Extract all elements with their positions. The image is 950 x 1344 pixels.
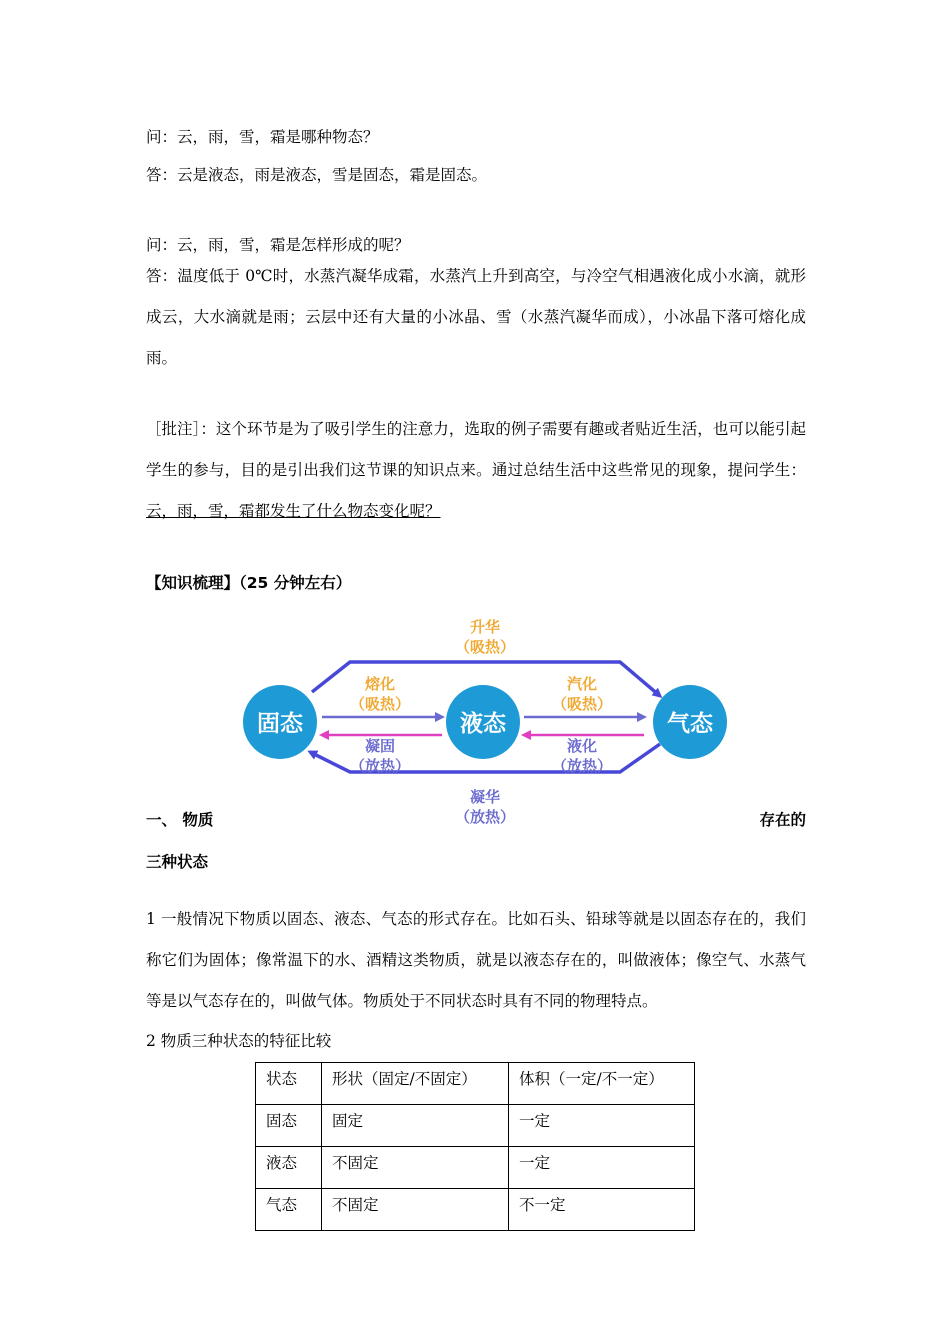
note-text: ［批注］：这个环节是为了吸引学生的注意力，选取的例子需要有趣或者贴近生活，也可以能引起学生的参与，目的是引出我们这节课的知识点来。通过总结生活中这些常见的现象，提问学生： [146, 420, 806, 479]
note-question: 云，雨，雪，霜都发生了什么物态变化呢？ [146, 502, 441, 520]
answer-1: 答：云是液态，雨是液态，雪是固态，霜是固态。 [146, 166, 488, 184]
table-cell: 不一定 [509, 1189, 695, 1231]
vaporization-heat: （吸热） [551, 695, 613, 713]
liquefaction-heat: （放热） [551, 757, 613, 775]
subheading-right: 存在的 [759, 811, 806, 829]
sublimation-heat: （吸热） [454, 638, 516, 656]
table-header-cell: 形状（固定/不固定） [322, 1063, 509, 1105]
vaporization-label: 汽化 [566, 675, 598, 693]
sublimation-label: 升华 [469, 618, 501, 636]
section-heading: 【知识梳理】（25 分钟左右） [146, 574, 352, 592]
liquid-state-label: 液态 [460, 711, 506, 737]
deposition-label: 凝华 [469, 788, 501, 806]
melting-heat: （吸热） [349, 695, 411, 713]
table-header-cell: 体积（一定/不一定） [509, 1063, 695, 1105]
table-cell: 不固定 [322, 1189, 509, 1231]
table-cell: 固态 [256, 1105, 322, 1147]
question-1: 问：云，雨，雪，霜是哪种物态？ [146, 128, 379, 146]
gas-state-label: 气态 [667, 711, 713, 737]
subheading-line2: 三种状态 [146, 853, 209, 871]
solid-state-label: 固态 [257, 711, 303, 737]
table-header-row [256, 1063, 695, 1105]
state-change-diagram [240, 608, 730, 830]
freezing-heat: （放热） [349, 757, 411, 775]
teacher-note [146, 409, 806, 532]
states-paragraph: 1 一般情况下物质以固态、液态、气态的形式存在。比如石头、铅球等就是以固态存在的，我们称它们为固体；像常温下的水、酒精这类物质，就是以液态存在的，叫做液体；像空气、水蒸气等是以气态存在的，叫做气体。物质处于不同状态时具有不同的物理特点。 [146, 910, 806, 1010]
table-cell: 一定 [509, 1147, 695, 1189]
table-cell: 液态 [256, 1147, 322, 1189]
table-row [256, 1189, 695, 1231]
table-cell: 不固定 [322, 1147, 509, 1189]
subheading-left: 一、 物质 [146, 811, 214, 829]
question-2: 问：云，雨，雪，霜是怎样形成的呢？ [146, 236, 410, 254]
state-comparison-table [255, 1062, 695, 1231]
freezing-label: 凝固 [364, 737, 396, 755]
melting-label: 熔化 [364, 675, 396, 693]
table-cell: 一定 [509, 1105, 695, 1147]
deposition-heat: （放热） [454, 808, 516, 826]
comparison-caption: 2 物质三种状态的特征比较 [146, 1032, 332, 1050]
table-cell: 气态 [256, 1189, 322, 1231]
answer-2: 答：温度低于 0℃时，水蒸汽凝华成霜，水蒸汽上升到高空，与冷空气相遇液化成小水滴，就形成云，大水滴就是雨；云层中还有大量的小冰晶、雪（水蒸汽凝华而成），小冰晶下落可熔化成雨。 [146, 267, 806, 367]
table-row [256, 1105, 695, 1147]
table-header-cell: 状态 [256, 1063, 322, 1105]
liquefaction-label: 液化 [566, 737, 598, 755]
table-row [256, 1147, 695, 1189]
table-cell: 固定 [322, 1105, 509, 1147]
